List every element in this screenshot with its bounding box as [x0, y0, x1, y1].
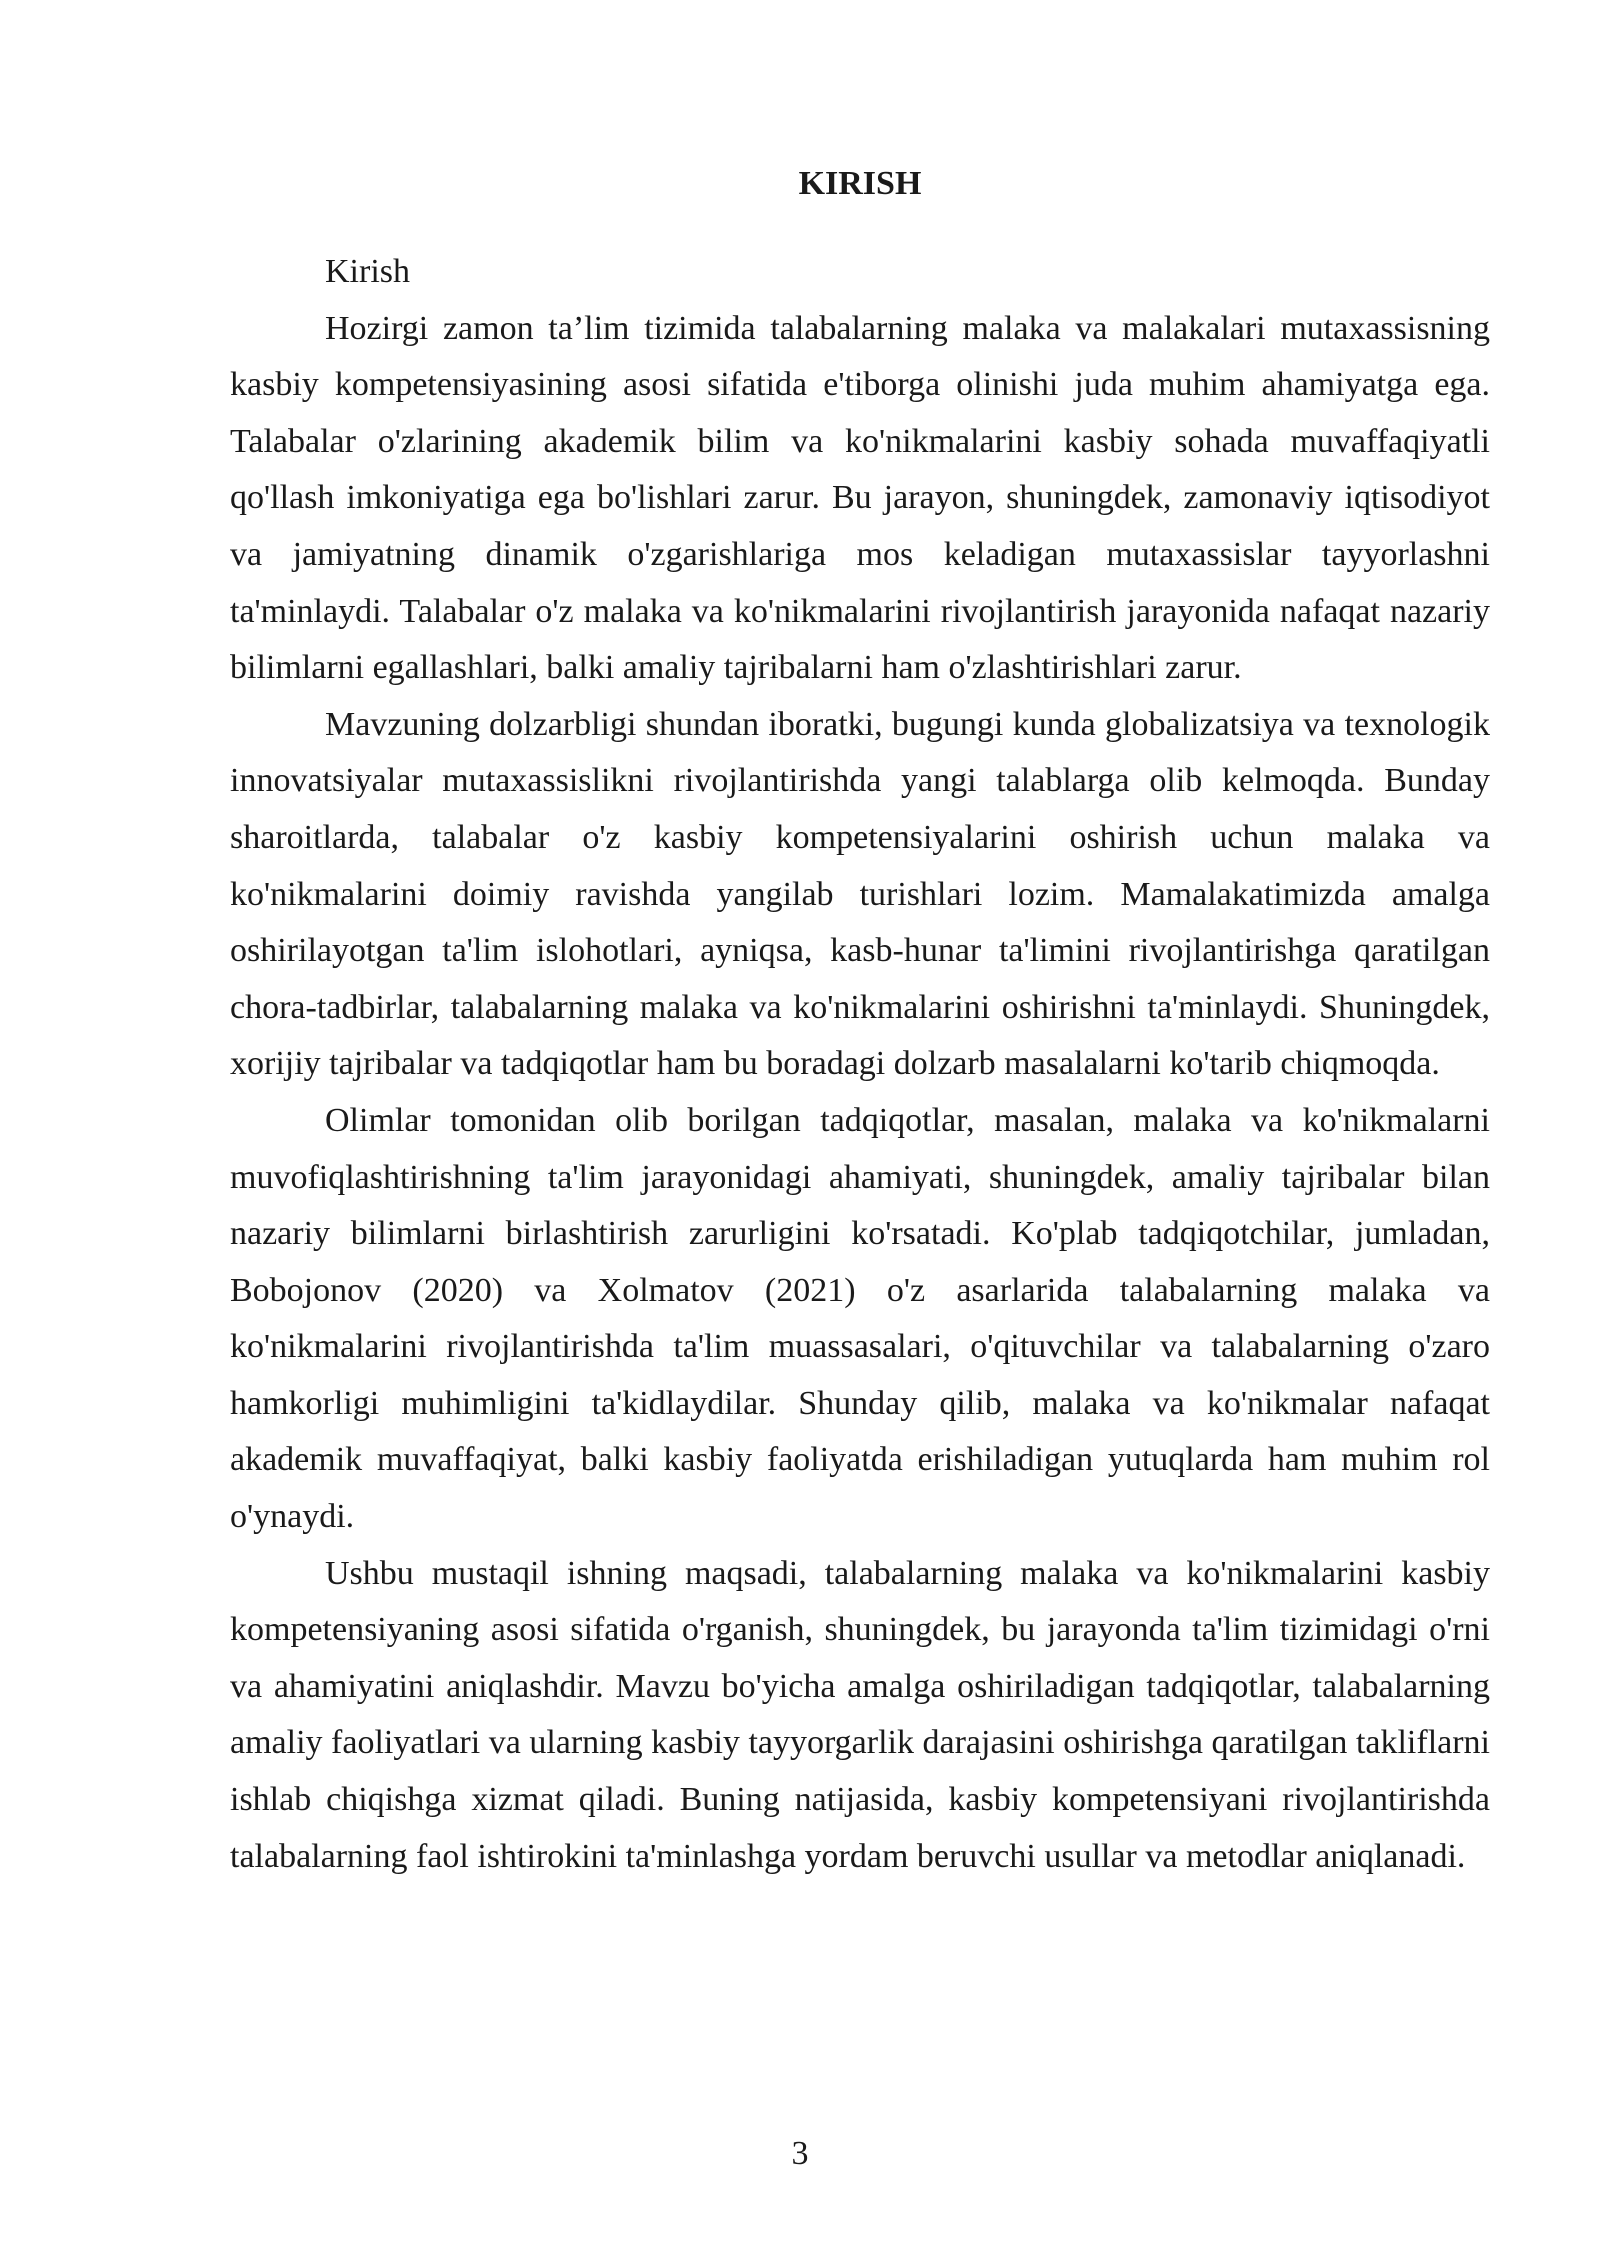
paragraph-relevance: Mavzuning dolzarbligi shundan iboratki, bugungi kunda globalizatsiya va texnologik innovatsiyalar mutaxassislikni rivojlantirishda yangi talablarga olib kelmoqda. Bunday sharoitlarda, talabalar o'z kasbiy kompetensiyalarini oshirish uchun malaka va ko'nikmalarini doimiy ravishda yangilab turishlari lozim. Mamalakatimizda amalga oshirilayotgan ta'lim islohotlari, ayniqsa, kasb-hunar ta'limini rivojlantirishga qaratilgan chora-tadbirlar, talabalarning malaka va ko'nikmalarini oshirishni ta'minlaydi. Shuningdek, xorijiy tajribalar va tadqiqotlar ham bu boradagi dolzarb masalalarni ko'tarib chiqmoqda.	[230, 705, 1490, 1083]
page-title: KIRISH	[798, 165, 922, 202]
paragraph-intro: Hozirgi zamon ta’lim tizimida talabalarning malaka va malakalari mutaxassisning kasbiy kompetensiyasining asosi sifatida e'tiborga olinishi juda muhim ahamiyatga ega. Talabalar o'zlarining akademik bilim va ko'nikmalarini kasbiy sohada muvaffaqiyatli qo'llash imkoniyatiga ega bo'lishlari zarur. Bu jarayon, shuningdek, zamonaviy iqtisodiyot va jamiyatning dinamik o'zgarishlariga mos keladigan mutaxassislar tayyorlashni ta'minlaydi. Talabalar o'z malaka va ko'nikmalarini rivojlantirish jarayonida nafaqat nazariy bilimlarni egallashlari, balki amaliy tajribalarni ham o'zlashtirishlari zarur.	[230, 309, 1490, 687]
page-number: 3	[791, 2135, 809, 2172]
paragraph-goal: Ushbu mustaqil ishning maqsadi, talabalarning malaka va ko'nikmalarini kasbiy kompetensiyaning asosi sifatida o'rganish, shuningdek, bu jarayonda ta'lim tizimidagi o'rni va ahamiyatini aniqlashdir. Mavzu bo'yicha amalga oshiriladigan tadqiqotlar, talabalarning amaliy faoliyatlari va ularning kasbiy tayyorgarlik darajasini oshirishga qaratilgan takliflarni ishlab chiqishga xizmat qiladi. Buning natijasida, kasbiy kompetensiyani rivojlantirishda talabalarning faol ishtirokini ta'minlashga yordam beruvchi usullar va metodlar aniqlanadi.	[230, 1554, 1490, 1875]
document-page	[230, 160, 1490, 1885]
section-subheading: Kirish	[325, 253, 410, 290]
paragraph-research: Olimlar tomonidan olib borilgan tadqiqotlar, masalan, malaka va ko'nikmalarni muvofiqlashtirishning ta'lim jarayonidagi ahamiyati, shuningdek, amaliy tajribalar bilan nazariy bilimlarni birlashtirish zarurligini ko'rsatadi. Ko'plab tadqiqotchilar, jumladan, Bobojonov (2020) va Xolmatov (2021) o'z asarlarida talabalarning malaka va ko'nikmalarini rivojlantirishda ta'lim muassasalari, o'qituvchilar va talabalarning o'zaro hamkorligi muhimligini ta'kidlaydilar. Shunday qilib, malaka va ko'nikmalar nafaqat akademik muvaffaqiyat, balki kasbiy faoliyatda erishiladigan yutuqlarda ham muhim rol o'ynaydi.	[230, 1101, 1490, 1536]
